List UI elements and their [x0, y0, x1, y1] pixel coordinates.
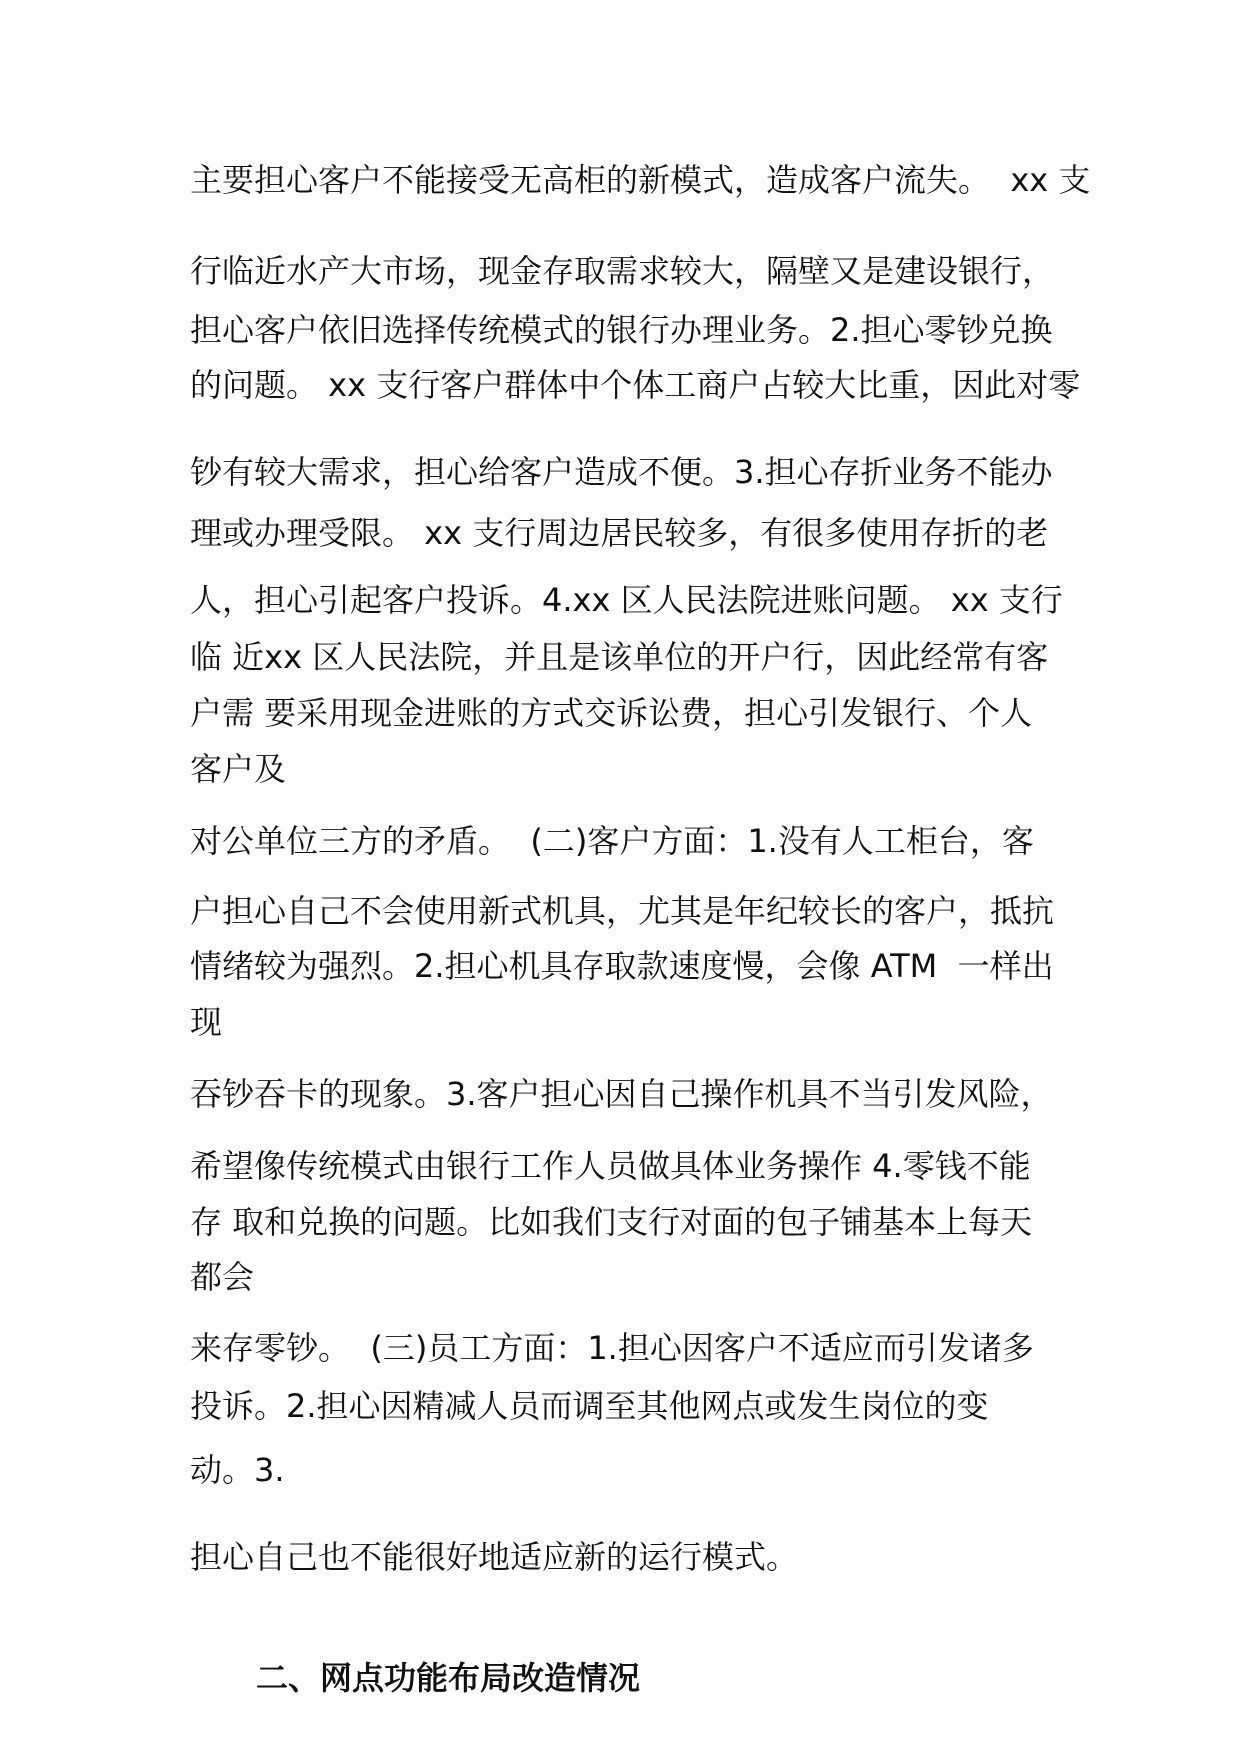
body-text-line: 动。3.	[190, 1451, 285, 1489]
body-text-line: 主要担心客户不能接受无高柜的新模式，造成客户流失。 xx 支	[190, 161, 1091, 199]
body-text-line: 户需 要采用现金进账的方式交诉讼费，担心引发银行、个人	[190, 694, 1033, 732]
body-text-line: 人，担心引起客户投诉。4.xx 区人民法院进账问题。 xx 支行	[190, 581, 1063, 619]
body-text-line: 存 取和兑换的问题。比如我们支行对面的包子铺基本上每天	[190, 1203, 1033, 1241]
body-text-line: 的问题。 xx 支行客户群体中个体工商户占较大比重，因此对零	[190, 366, 1081, 404]
body-text-line: 情绪较为强烈。2.担心机具存取款速度慢，会像 ATM 一样出	[190, 947, 1054, 985]
section-heading: 二、网点功能布局改造情况	[256, 1659, 641, 1697]
body-text-line: 对公单位三方的矛盾。 (二)客户方面：1.没有人工柜台，客	[190, 822, 1034, 860]
body-text-line: 担心自己也不能很好地适应新的运行模式。	[190, 1538, 799, 1576]
body-text-line: 行临近水产大市场，现金存取需求较大，隔壁又是建设银行，	[190, 252, 1055, 290]
body-text-line: 户担心自己不会使用新式机具，尤其是年纪较长的客户，抵抗	[190, 892, 1055, 930]
body-text-line: 现	[190, 1003, 223, 1041]
body-text-line: 投诉。2.担心因精减人员而调至其他网点或发生岗位的变	[190, 1387, 989, 1425]
body-text-line: 理或办理受限。 xx 支行周边居民较多，有很多使用存折的老	[190, 514, 1049, 552]
body-text-line: 希望像传统模式由银行工作人员做具体业务操作 4.零钱不能	[190, 1147, 1031, 1185]
body-text-line: 来存零钞。 (三)员工方面：1.担心因客户不适应而引发诸多	[190, 1329, 1034, 1367]
body-text-line: 吞钞吞卡的现象。3.客户担心因自己操作机具不当引发风险，	[190, 1075, 1053, 1113]
body-text-line: 都会	[190, 1258, 255, 1296]
body-text-line: 钞有较大需求，担心给客户造成不便。3.担心存折业务不能办	[190, 453, 1053, 491]
body-text-line: 临 近xx 区人民法院，并且是该单位的开户行，因此经常有客	[190, 638, 1049, 676]
body-text-line: 客户及	[190, 750, 287, 788]
body-text-line: 担心客户依旧选择传统模式的银行办理业务。2.担心零钞兑换	[190, 311, 1053, 349]
